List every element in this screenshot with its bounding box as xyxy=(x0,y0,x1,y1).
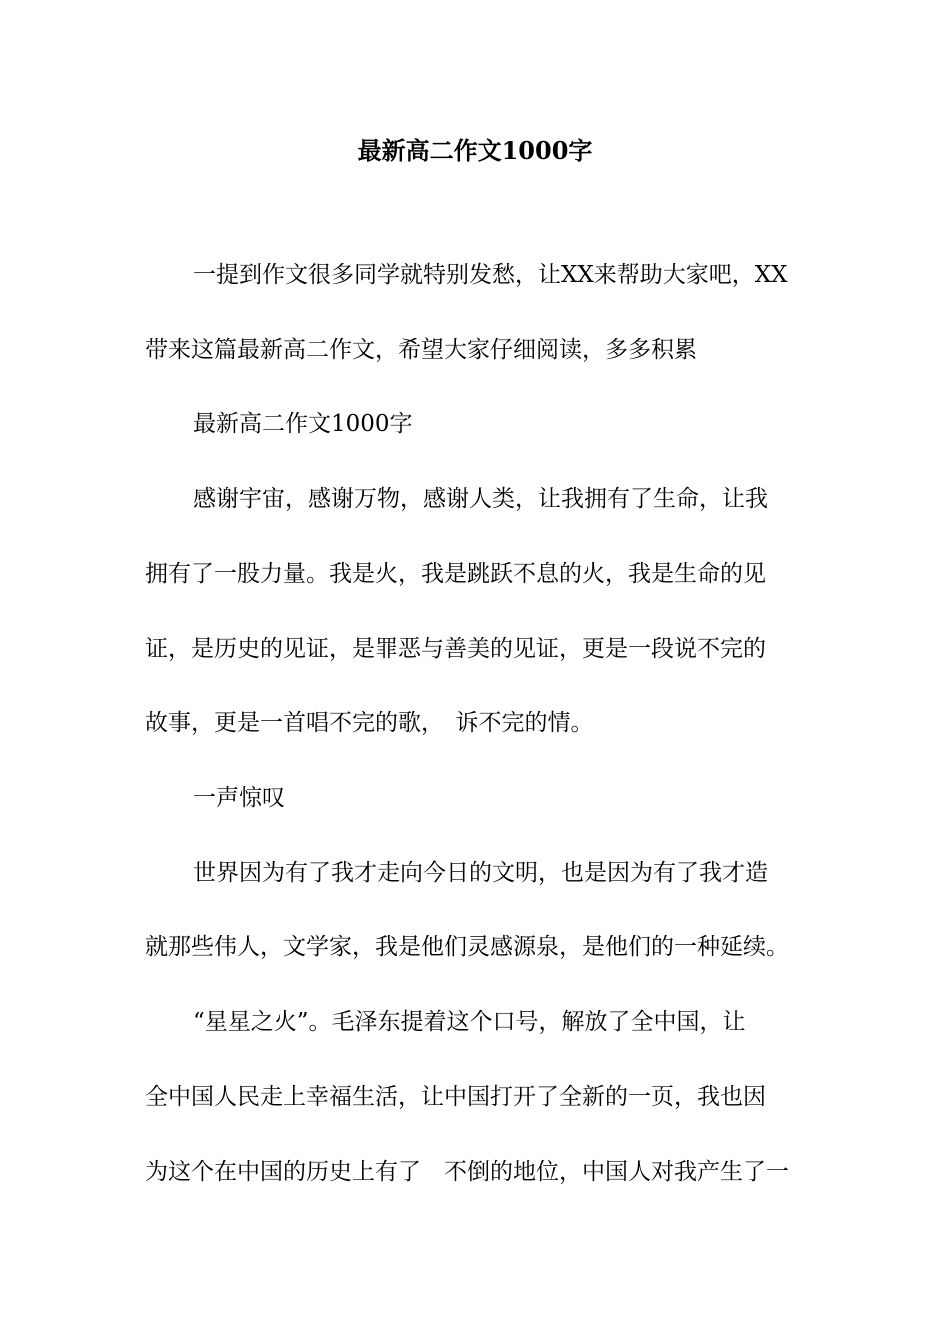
paragraph-line: 故事，更是一首唱不完的歌， 诉不完的情。 xyxy=(145,710,594,736)
paragraph-line: 感谢宇宙，感谢万物，感谢人类，让我拥有了生命，让我 xyxy=(193,486,768,512)
paragraph-line: 拥有了一股力量。我是火，我是跳跃不息的火，我是生命的见 xyxy=(145,561,766,587)
paragraph-line: 带来这篇最新高二作文，希望大家仔细阅读，多多积累 xyxy=(145,337,697,363)
paragraph-line: 为这个在中国的历史上有了 不倒的地位，中国人对我产生了一 xyxy=(145,1159,789,1185)
paragraph-line: 证，是历史的见证，是罪恶与善美的见证，更是一段说不完的 xyxy=(145,636,766,662)
paragraph-line: 最新高二作文1000字 xyxy=(193,411,413,437)
document-title: 最新高二作文1000字 xyxy=(357,136,593,165)
paragraph-line: 一提到作文很多同学就特别发愁，让XX来帮助大家吧，XX xyxy=(193,262,788,288)
paragraph-line: 就那些伟人，文学家，我是他们灵感源泉，是他们的一种延续。 xyxy=(145,934,789,960)
paragraph-line: 世界因为有了我才走向今日的文明，也是因为有了我才造 xyxy=(193,860,768,886)
paragraph-line: 全中国人民走上幸福生活，让中国打开了全新的一页，我也因 xyxy=(145,1084,766,1110)
paragraph-line: 一声惊叹 xyxy=(193,785,285,811)
paragraph-line: “星星之火”。毛泽东提着这个口号，解放了全中国，让 xyxy=(193,1009,746,1035)
